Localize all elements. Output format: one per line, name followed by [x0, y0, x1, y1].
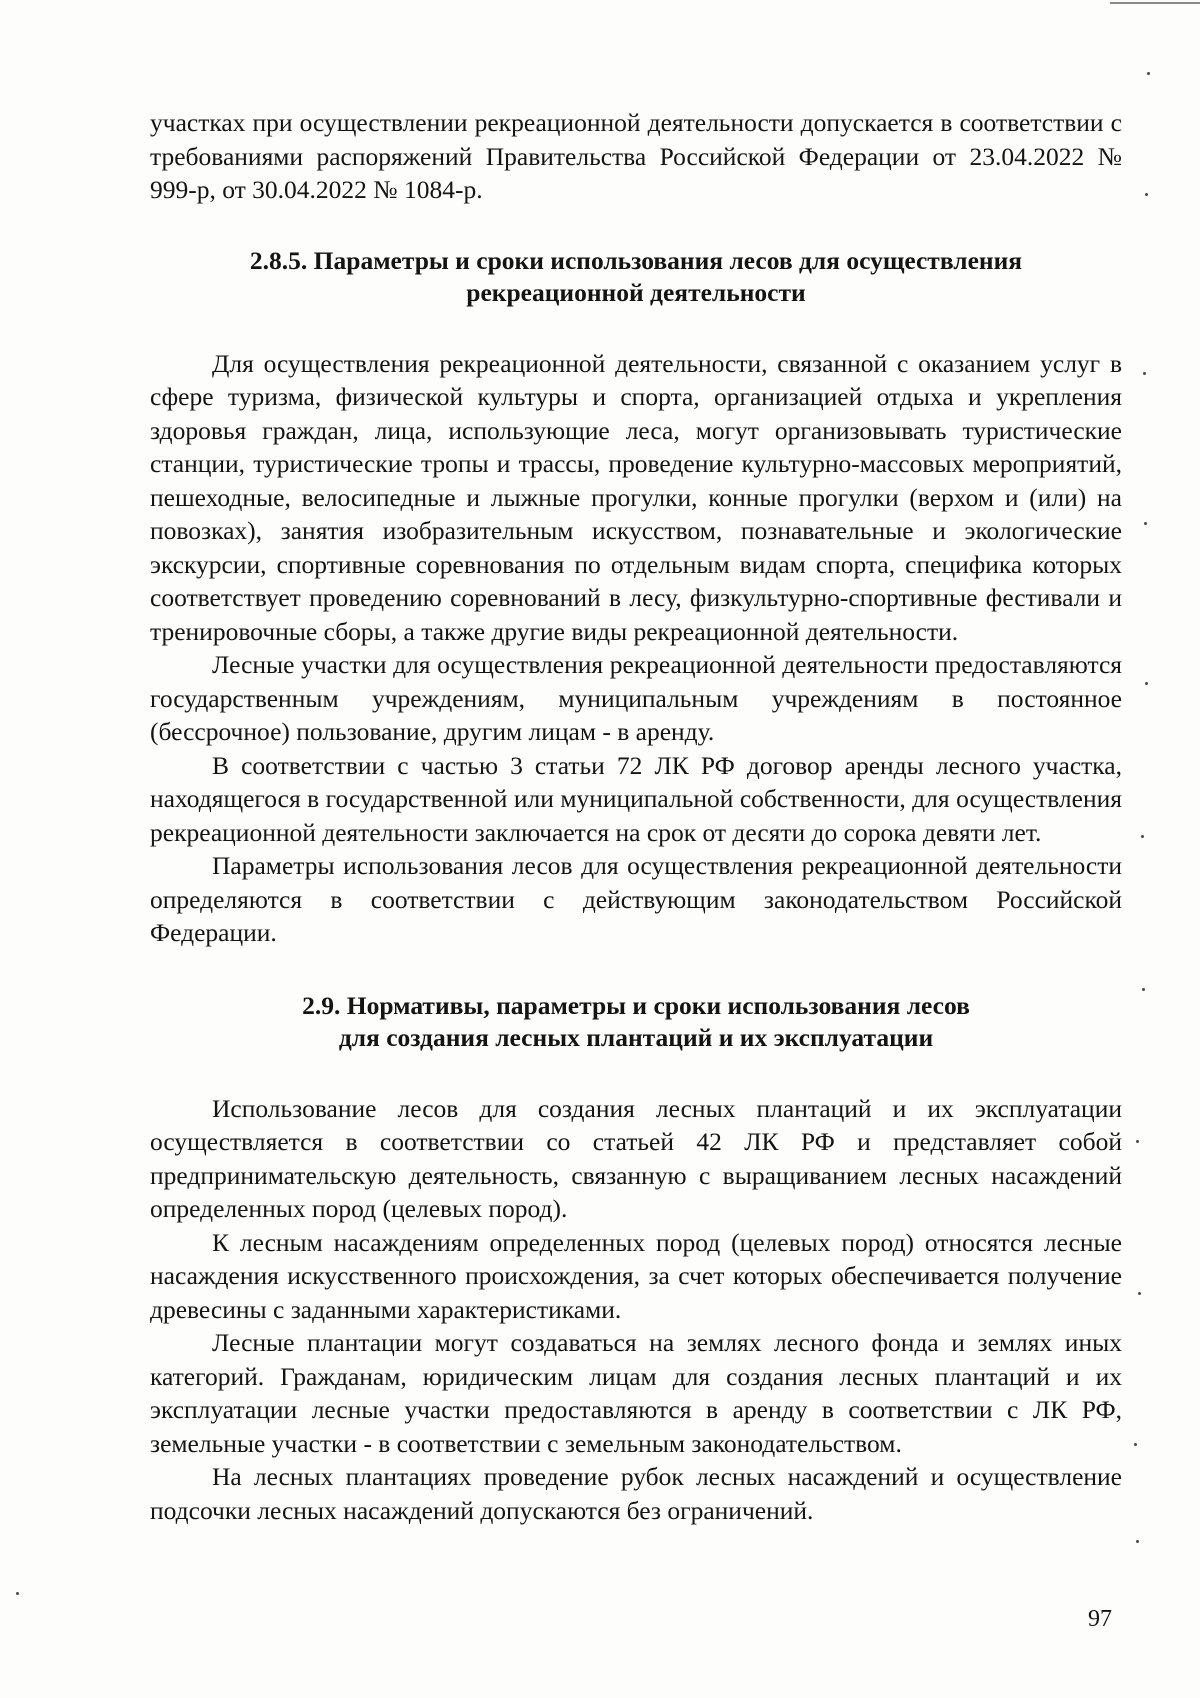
document-body [150, 106, 1122, 1527]
paragraph-recreation-parameters: Параметры использования лесов для осуществления рекреационной деятельности определяются в соответствии с действующим законодательством Российской Федерации. [150, 851, 1122, 947]
heading-line: рекреационной деятельности [466, 277, 806, 307]
section-heading-2-8-5 [150, 245, 1122, 309]
paragraph-plantation-logging: На лесных плантациях проведение рубок лесных насаждений и осуществление подсочки лесных насаждений допускаются без ограничений. [150, 1462, 1122, 1525]
paragraph-recreation-activities: Для осуществления рекреационной деятельности, связанной с оказанием услуг в сфере туризма, физической культуры и спорта, организацией отдыха и укрепления здоровья граждан, лица, использующие леса, могут организовывать туристические станции, туристические тропы и трассы, проведение культурно-массовых мероприятий, пешеходные, велосипедные и лыжные прогулки, конные прогулки (верхом и (или) на повозках), занятия изобразительным искусством, познавательные и экологические экскурсии, спортивные соревнования по отдельным видам спорта, специфика которых соответствует проведению соревнований в лесу, физкультурно-спортивные фестивали и тренировочные сборы, а также другие виды рекреационной деятельности. [150, 348, 1122, 646]
section-heading-2-9 [150, 990, 1122, 1054]
scan-speck [1147, 72, 1150, 75]
scan-speck [1136, 1540, 1139, 1543]
paragraph-target-species: К лесным насаждениям определенных пород (целевых пород) относятся лесные насаждения искусственного происхождения, за счет которых обеспечивается получение древесины с заданными характеристиками. [150, 1227, 1122, 1324]
scan-speck [1143, 372, 1146, 375]
scan-speck [1134, 1443, 1137, 1446]
paragraph-recreation-provision: Лесные участки для осуществления рекреационной деятельности предоставляются государственным учреждениям, муниципальным учреждениям в постоянное (бессрочное) пользование, другим лицам - в аренду. [150, 650, 1122, 746]
scan-speck [1144, 522, 1147, 525]
scan-speck [16, 1592, 19, 1595]
scan-speck [1145, 193, 1148, 196]
scan-speck [1141, 835, 1144, 838]
heading-line: для создания лесных плантаций и их эксплуатации [338, 1022, 934, 1052]
paragraph-plantation-lands: Лесные плантации могут создаваться на землях лесного фонда и землях иных категорий. Гражданам, юридическим лицам для создания лесных плантаций и их эксплуатации лесные участки предоставляются в аренду в соответствии с ЛК РФ, земельные участки - в соответствии с земельным законодательством. [150, 1328, 1122, 1458]
scan-artifact-line [1110, 2, 1200, 4]
heading-line: 2.8.5. Параметры и сроки использования лесов для осуществления [249, 245, 1023, 275]
heading-line: 2.9. Нормативы, параметры и сроки использования лесов [302, 990, 970, 1020]
paragraph-plantation-use: Использование лесов для создания лесных плантаций и их эксплуатации осуществляется в соответствии со статьей 42 ЛК РФ и представляет собой предпринимательскую деятельность, связанную с выращиванием лесных насаждений определенных пород (целевых пород). [150, 1093, 1122, 1223]
page-number: 97 [1088, 1606, 1112, 1632]
intro-paragraph: участках при осуществлении рекреационной деятельности допускается в соответствии с требованиями распоряжений Правительства Российской Федерации от 23.04.2022 № 999-р, от 30.04.2022 № 1084-р. [150, 108, 1122, 204]
scan-speck [1145, 682, 1148, 685]
scan-speck [1136, 1140, 1139, 1143]
paragraph-lease-term: В соответствии с частью 3 статьи 72 ЛК РФ договор аренды лесного участка, находящегося в государственной или муниципальной собственности, для осуществления рекреационной деятельности заключается на срок от десяти до сорока девяти лет. [150, 750, 1122, 847]
scan-speck [1138, 1292, 1141, 1295]
scan-speck [1142, 988, 1145, 991]
